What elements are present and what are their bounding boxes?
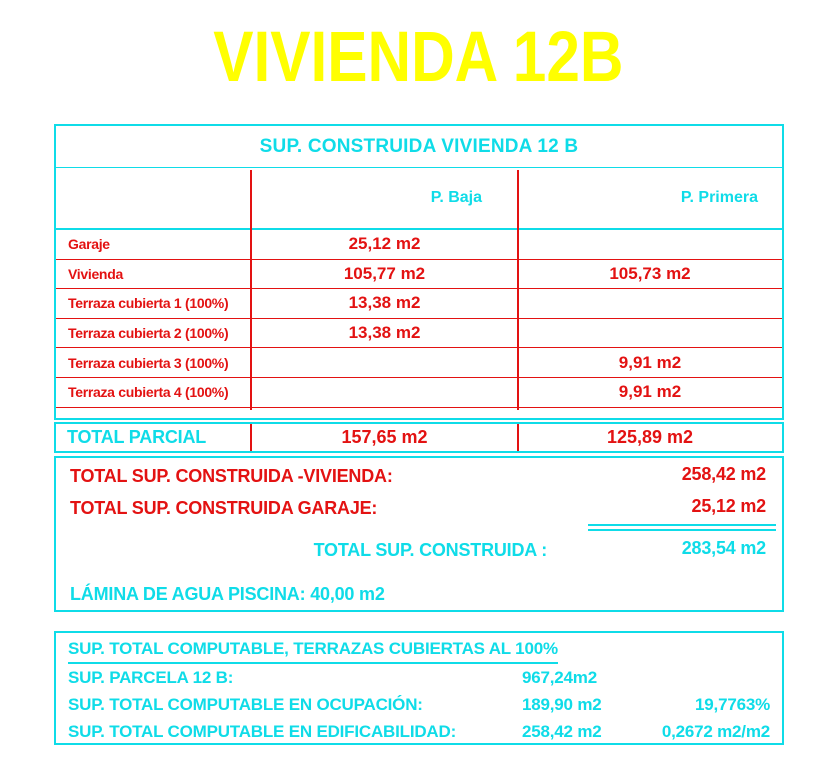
row-label: Terraza cubierta 4 (100%) <box>68 384 229 401</box>
table-row <box>56 319 782 349</box>
computable-label: SUP. PARCELA 12 B: <box>68 668 234 687</box>
total-parcial-label: TOTAL PARCIAL <box>67 427 207 447</box>
table-row <box>56 289 782 319</box>
table-row <box>56 260 782 290</box>
row-value-baja: 13,38 m2 <box>348 323 421 343</box>
total-garaje-label: TOTAL SUP. CONSTRUIDA GARAJE: <box>70 498 378 518</box>
row-value-baja: 13,38 m2 <box>348 293 421 313</box>
row-label: Terraza cubierta 1 (100%) <box>68 295 229 312</box>
column-divider <box>517 424 519 451</box>
computable-label: SUP. TOTAL COMPUTABLE EN EDIFICABILIDAD: <box>68 722 457 741</box>
computable-row <box>56 695 782 717</box>
totals-panel <box>54 456 784 612</box>
row-value-baja: 105,77 m2 <box>343 263 426 283</box>
total-vivienda-label: TOTAL SUP. CONSTRUIDA -VIVIENDA: <box>70 466 393 486</box>
computable-value2: 19,7763% <box>695 695 770 714</box>
total-garaje-value: 25,12 m2 <box>691 496 766 516</box>
total-parcial-baja: 157,65 m2 <box>341 427 428 447</box>
total-construida-label: TOTAL SUP. CONSTRUIDA : <box>313 540 547 560</box>
column-header-baja: P. Baja <box>430 189 482 206</box>
computable-panel <box>54 631 784 745</box>
piscina-line: LÁMINA DE AGUA PISCINA: 40,00 m2 <box>70 584 385 604</box>
total-parcial-primera: 125,89 m2 <box>606 427 694 447</box>
table-header: SUP. CONSTRUIDA VIVIENDA 12 B <box>56 126 782 168</box>
computable-label: SUP. TOTAL COMPUTABLE EN OCUPACIÓN: <box>68 695 423 714</box>
computable-heading: SUP. TOTAL COMPUTABLE, TERRAZAS CUBIERTAS AL 100% <box>68 639 558 664</box>
total-construida-value: 283,54 m2 <box>681 538 766 558</box>
total-vivienda-value: 258,42 m2 <box>681 464 766 484</box>
sum-rule-top <box>588 524 776 526</box>
construida-table <box>54 124 784 420</box>
computable-value1: 189,90 m2 <box>522 695 602 714</box>
computable-row <box>56 722 782 744</box>
table-row <box>56 230 782 260</box>
column-divider <box>250 170 252 410</box>
row-value-baja: 25,12 m2 <box>348 234 421 254</box>
row-label: Terraza cubierta 2 (100%) <box>68 325 229 342</box>
computable-row <box>56 668 782 690</box>
row-value-primera: 9,91 m2 <box>618 382 682 402</box>
computable-value1: 258,42 m2 <box>522 722 602 741</box>
row-label: Garaje <box>68 236 110 253</box>
computable-value2: 0,2672 m2/m2 <box>661 722 770 741</box>
table-row <box>56 348 782 378</box>
row-label: Terraza cubierta 3 (100%) <box>68 354 229 371</box>
column-divider <box>250 424 252 451</box>
table-column-headers <box>56 168 782 230</box>
table-row <box>56 378 782 408</box>
row-value-primera: 105,73 m2 <box>609 263 691 283</box>
computable-value1: 967,24m2 <box>522 668 597 687</box>
page-title-text: VIVIENDA 12B <box>212 18 624 97</box>
sum-rule-bottom <box>588 529 776 531</box>
total-parcial-row <box>54 422 784 453</box>
row-label: Vivienda <box>68 265 123 282</box>
column-header-primera: P. Primera <box>680 189 758 206</box>
row-value-primera: 9,91 m2 <box>618 352 682 372</box>
column-divider <box>517 170 519 410</box>
page-title <box>0 18 836 97</box>
